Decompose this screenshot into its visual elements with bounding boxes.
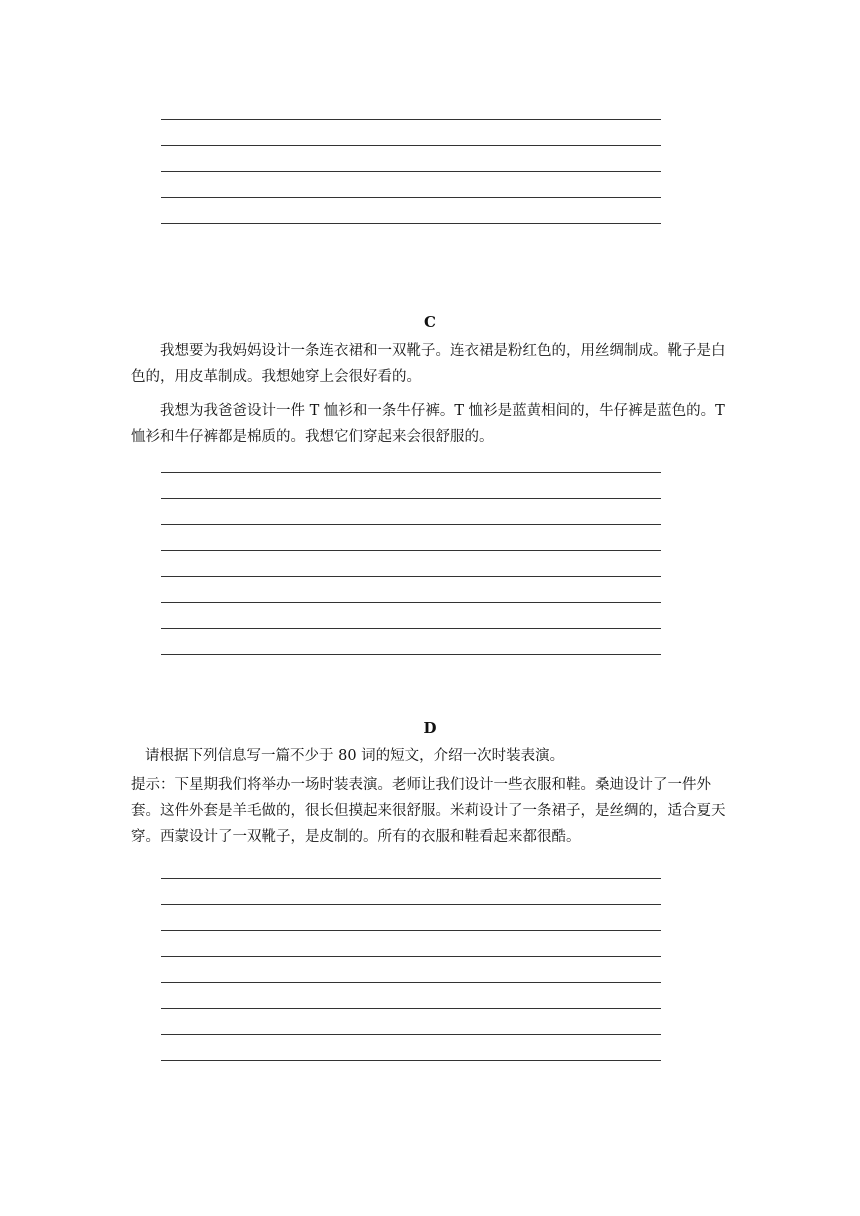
answer-line (161, 602, 661, 603)
answer-line (161, 524, 661, 525)
section-c-paragraph-2: 我想为我爸爸设计一件 T 恤衫和一条牛仔裤。T 恤衫是蓝黄相间的，牛仔裤是蓝色的。T 恤衫和牛仔裤都是棉质的。我想它们穿起来会很舒服的。 (131, 403, 725, 445)
answer-line (161, 223, 661, 224)
answer-line (161, 576, 661, 577)
answer-line (161, 197, 661, 198)
answer-line (161, 472, 661, 473)
answer-line (161, 982, 661, 983)
answer-line (161, 1034, 661, 1035)
answer-line (161, 498, 661, 499)
answer-lines-top (161, 119, 661, 224)
answer-line (161, 1008, 661, 1009)
section-c-paragraph-1: 我想要为我妈妈设计一条连衣裙和一双靴子。连衣裙是粉红色的，用丝绸制成。靴子是白色的，用皮革制成。我想她穿上会很好看的。 (131, 343, 726, 385)
answer-lines-c (161, 472, 661, 655)
answer-line (161, 878, 661, 879)
answer-line (161, 171, 661, 172)
answer-line (161, 1060, 661, 1061)
answer-line (161, 654, 661, 655)
answer-line (161, 550, 661, 551)
answer-line (161, 628, 661, 629)
section-c-heading: C (424, 313, 436, 331)
answer-line (161, 119, 661, 120)
answer-line (161, 956, 661, 957)
answer-line (161, 904, 661, 905)
section-d-heading: D (423, 719, 437, 737)
section-d-instruction: 请根据下列信息写一篇不少于 80 词的短文，介绍一次时装表演。 (145, 748, 565, 764)
answer-lines-d (161, 878, 661, 1061)
answer-line (161, 930, 661, 931)
answer-line (161, 145, 661, 146)
section-d-hint: 提示：下星期我们将举办一场时装表演。老师让我们设计一些衣服和鞋。桑迪设计了一件外套。这件外套是羊毛做的，很长但摸起来很舒服。米莉设计了一条裙子，是丝绸的，适合夏天穿。西蒙设计了一双靴子，是皮制的。所有的衣服和鞋看起来都很酷。 (131, 777, 726, 845)
